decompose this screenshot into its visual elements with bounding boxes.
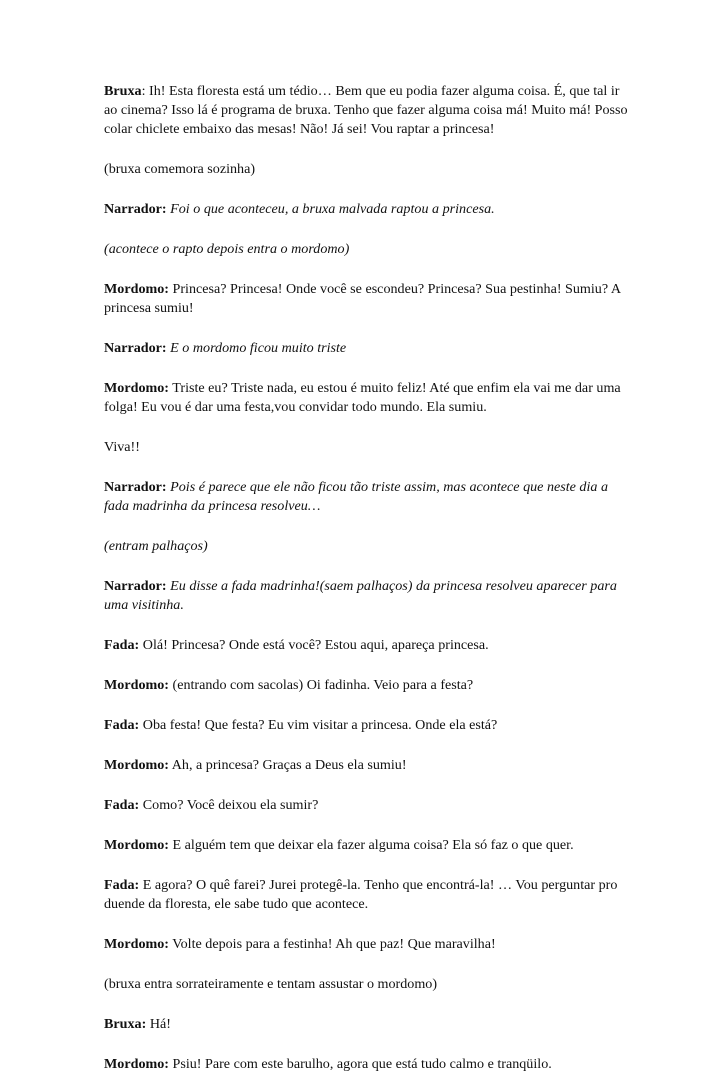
paragraph-mordomo-4 <box>104 756 628 775</box>
speaker-label: Fada: <box>104 717 140 733</box>
paragraph-narrador-1 <box>104 200 628 219</box>
dialogue-text: (entrando com sacolas) Oi fadinha. Veio para a festa? <box>172 677 474 693</box>
stage-direction <box>104 160 628 179</box>
speaker-label: Mordomo: <box>104 380 169 396</box>
stage-direction-text: (bruxa entra sorrateiramente e tentam assustar o mordomo) <box>104 976 438 992</box>
speaker-label: Narrador: <box>104 201 167 217</box>
paragraph-fada-2 <box>104 716 628 735</box>
paragraph-mordomo-1 <box>104 280 628 318</box>
narration-text: Eu disse a fada madrinha!(saem palhaços) da princesa resolveu aparecer para uma visitinha. <box>104 578 617 613</box>
stage-direction <box>104 975 628 994</box>
dialogue-text: Há! <box>149 1016 171 1032</box>
paragraph-fada-3 <box>104 796 628 815</box>
dialogue-text: Princesa? Princesa! Onde você se escondeu? Princesa? Sua pestinha! Sumiu? A princesa sumiu! <box>104 281 621 316</box>
stage-direction-text: (bruxa comemora sozinha) <box>104 161 256 177</box>
paragraph-mordomo-2 <box>104 379 628 417</box>
dialogue-text: E agora? O quê farei? Jurei protegê-la. Tenho que encontrá-la! … Vou perguntar pro duende da floresta, ele sabe tudo que acontece. <box>104 877 618 912</box>
paragraph-mordomo-3 <box>104 676 628 695</box>
paragraph-narrador-2 <box>104 339 628 358</box>
paragraph-bruxa-2 <box>104 1015 628 1034</box>
paragraph-mordomo-6 <box>104 935 628 954</box>
paragraph-mordomo-5 <box>104 836 628 855</box>
speaker-label: Narrador: <box>104 340 167 356</box>
speaker-label: Mordomo: <box>104 837 169 853</box>
dialogue-text: Olá! Princesa? Onde está você? Estou aqui, apareça princesa. <box>142 637 489 653</box>
dialogue-text: Como? Você deixou ela sumir? <box>142 797 319 813</box>
paragraph-bruxa-1 <box>104 82 628 139</box>
speaker-label: Mordomo: <box>104 677 169 693</box>
stage-direction-text: (acontece o rapto depois entra o mordomo) <box>104 241 350 257</box>
stage-direction <box>104 537 628 556</box>
speaker-label: Fada: <box>104 637 140 653</box>
speaker-label: Fada: <box>104 877 140 893</box>
dialogue-text: Oba festa! Que festa? Eu vim visitar a princesa. Onde ela está? <box>142 717 498 733</box>
paragraph-fada-4 <box>104 876 628 914</box>
speaker-label: Mordomo: <box>104 936 169 952</box>
speaker-label: Mordomo: <box>104 281 169 297</box>
speaker-label: Fada: <box>104 797 140 813</box>
speaker-label: Bruxa <box>104 83 142 99</box>
paragraph-viva <box>104 438 628 457</box>
paragraph-mordomo-7 <box>104 1055 628 1074</box>
dialogue-text: Viva!! <box>104 439 140 455</box>
speaker-label: Narrador: <box>104 479 167 495</box>
speaker-label: Mordomo: <box>104 1056 169 1072</box>
paragraph-narrador-3 <box>104 478 628 516</box>
dialogue-text: Ah, a princesa? Graças a Deus ela sumiu! <box>171 757 407 773</box>
narration-text: E o mordomo ficou muito triste <box>170 340 347 356</box>
speaker-label: Bruxa: <box>104 1016 147 1032</box>
speaker-label: Narrador: <box>104 578 167 594</box>
dialogue-text: Psiu! Pare com este barulho, agora que está tudo calmo e tranqüilo. <box>172 1056 552 1072</box>
narration-text: Pois é parece que ele não ficou tão triste assim, mas acontece que neste dia a fada madrinha da princesa resolveu… <box>104 479 609 514</box>
dialogue-text: Triste eu? Triste nada, eu estou é muito feliz! Até que enfim ela vai me dar uma folga! Eu vou é dar uma festa,vou convidar todo mundo. Ela sumiu. <box>104 380 621 415</box>
paragraph-fada-1 <box>104 636 628 655</box>
paragraph-narrador-4 <box>104 577 628 615</box>
stage-direction <box>104 240 628 259</box>
stage-direction-text: (entram palhaços) <box>104 538 208 554</box>
dialogue-text: E alguém tem que deixar ela fazer alguma coisa? Ela só faz o que quer. <box>172 837 574 853</box>
dialogue-text: : Ih! Esta floresta está um tédio… Bem que eu podia fazer alguma coisa. É, que tal ir ao cinema? Isso lá é programa de bruxa. Tenho que fazer alguma coisa má! Muito má! Posso colar chiclete embaixo das mesas! Não! Já sei! Vou raptar a princesa! <box>104 83 628 137</box>
speaker-label: Mordomo: <box>104 757 169 773</box>
narration-text: Foi o que aconteceu, a bruxa malvada raptou a princesa. <box>170 201 495 217</box>
dialogue-text: Volte depois para a festinha! Ah que paz! Que maravilha! <box>172 936 496 952</box>
